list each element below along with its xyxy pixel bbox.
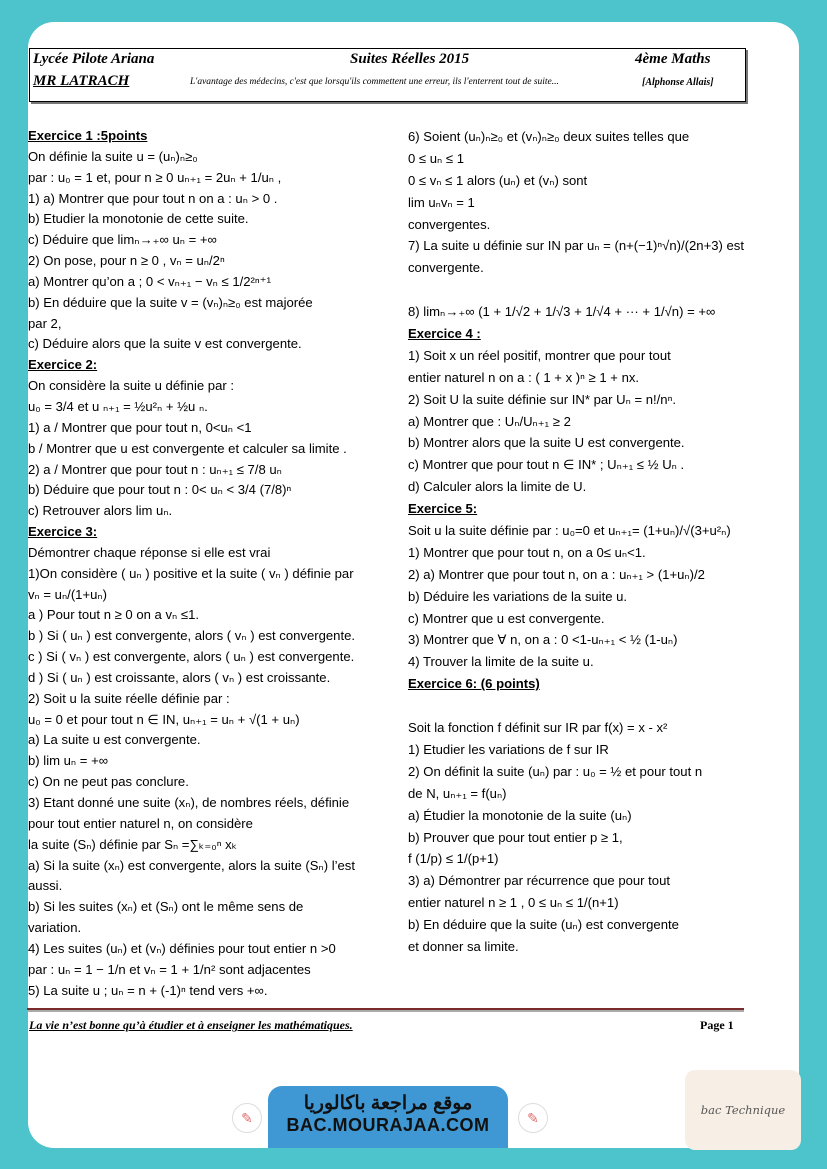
text-line: entier naturel n ≥ 1 , 0 ≤ uₙ ≤ 1/(n+1) bbox=[408, 895, 619, 911]
text-line: 8) limₙ→₊∞ (1 + 1/√2 + 1/√3 + 1/√4 + ··· + 1/√n) = +∞ bbox=[408, 304, 716, 320]
bac-technique-logo: bac Technique bbox=[685, 1070, 801, 1150]
text-line: 5) La suite u ; uₙ = n + (-1)ⁿ tend vers +∞. bbox=[28, 982, 268, 998]
text-line: 1)On considère ( uₙ ) positive et la suite ( vₙ ) définie par bbox=[28, 565, 354, 581]
text-line: b / Montrer que u est convergente et calculer sa limite . bbox=[28, 440, 347, 456]
text-line bbox=[408, 279, 748, 301]
text-line: 2) a) Montrer que pour tout n, on a : uₙ₊₁ > (1+uₙ)/2 bbox=[408, 566, 705, 582]
text-line: 4) Les suites (uₙ) et (vₙ) définies pour tout entier n >0 bbox=[28, 940, 336, 956]
text-line: b) Etudier la monotonie de cette suite. bbox=[28, 211, 249, 227]
teacher-name: MR LATRACH bbox=[33, 73, 130, 89]
text-line bbox=[408, 695, 748, 717]
text-line: b) Prouver que pour tout entier p ≥ 1, bbox=[408, 829, 623, 845]
school-name: Lycée Pilote Ariana bbox=[33, 51, 155, 67]
text-line: 1) Etudier les variations de f sur IR bbox=[408, 741, 609, 757]
header-quote: L'avantage des médecins, c'est que lorsqu'ils commettent une erreur, ils l'enterrent tout de suite... bbox=[190, 77, 559, 87]
exercise-heading: Exercice 6: (6 points) bbox=[408, 676, 540, 692]
text-line: a) Montrer qu’on a ; 0 < vₙ₊₁ − vₙ ≤ 1/2²ⁿ⁺¹ bbox=[28, 273, 271, 289]
text-line: 0 ≤ uₙ ≤ 1 bbox=[408, 150, 464, 166]
badge-arabic-text: موقع مراجعة باكالوريا bbox=[303, 1093, 473, 1114]
text-line: c) Montrer que pour tout n ∈ IN* ; Uₙ₊₁ ≤ ½ Uₙ . bbox=[408, 457, 685, 473]
text-line: 2) Soit U la suite définie sur IN* par Uₙ = n!/nⁿ. bbox=[408, 391, 676, 407]
text-line: d ) Si ( uₙ ) est croissante, alors ( vₙ ) est croissante. bbox=[28, 669, 331, 685]
text-line: f (1/p) ≤ 1/(p+1) bbox=[408, 851, 499, 867]
text-line: vₙ = uₙ/(1+uₙ) bbox=[28, 586, 107, 602]
text-line: 3) a) Démontrer par récurrence que pour tout bbox=[408, 873, 671, 889]
text-line: 6) Soient (uₙ)ₙ≥₀ et (vₙ)ₙ≥₀ deux suites telles que bbox=[408, 129, 690, 144]
text-line: 0 ≤ vₙ ≤ 1 alors (uₙ) et (vₙ) sont bbox=[408, 172, 588, 188]
header-box bbox=[29, 48, 746, 102]
text-line: entier naturel n on a : ( 1 + x )ⁿ ≥ 1 + nx. bbox=[408, 369, 640, 385]
text-line: 2) On pose, pour n ≥ 0 , vₙ = uₙ/2ⁿ bbox=[28, 253, 225, 269]
text-line: de N, uₙ₊₁ = f(uₙ) bbox=[408, 785, 507, 801]
exercise-heading: Exercice 2: bbox=[28, 357, 98, 373]
text-line: Soit u la suite définie par : u₀=0 et uₙ₊₁= (1+uₙ)/√(3+u²ₙ) bbox=[408, 523, 731, 539]
site-logo-icon: ✎ bbox=[232, 1103, 262, 1133]
left-column bbox=[28, 126, 398, 1001]
site-logo-icon: ✎ bbox=[518, 1103, 548, 1133]
text-line: c ) Si ( vₙ ) est convergente, alors ( uₙ ) est convergente. bbox=[28, 649, 355, 665]
text-line: c) Déduire alors que la suite v est convergente. bbox=[28, 336, 302, 352]
text-line: 1) a) Montrer que pour tout n on a : uₙ > 0 . bbox=[28, 190, 278, 206]
text-line: c) Déduire que limₙ→₊∞ uₙ = +∞ bbox=[28, 232, 217, 248]
text-line: b) En déduire que la suite v = (vₙ)ₙ≥₀ est majorée bbox=[28, 294, 313, 310]
text-line: pour tout entier naturel n, on considère bbox=[28, 815, 253, 831]
text-line: variation. bbox=[28, 920, 82, 936]
text-line: convergentes. bbox=[408, 216, 491, 232]
text-line: 3) Etant donné une suite (xₙ), de nombres réels, définie bbox=[28, 795, 350, 810]
right-column bbox=[408, 126, 748, 958]
text-line: a) La suite u est convergente. bbox=[28, 732, 201, 748]
quote-author: [Alphonse Allais] bbox=[642, 77, 714, 88]
text-line: par : uₙ = 1 − 1/n et vₙ = 1 + 1/n² sont adjacentes bbox=[28, 961, 311, 977]
text-line: convergente. bbox=[408, 260, 484, 276]
text-line: 2) Soit u la suite réelle définie par : bbox=[28, 690, 230, 706]
text-line: par 2, bbox=[28, 315, 62, 331]
class-level: 4ème Maths bbox=[635, 51, 711, 67]
text-line: 3) Montrer que ∀ n, on a : 0 <1-uₙ₊₁ < ½ (1-uₙ) bbox=[408, 632, 678, 648]
footer-motto: La vie n’est bonne qu’à étudier et à enseigner les mathématiques. bbox=[29, 1018, 353, 1032]
text-line: 2) On définit la suite (uₙ) par : u₀ = ½ et pour tout n bbox=[408, 763, 703, 779]
exercise-heading: Exercice 4 : bbox=[408, 326, 481, 342]
text-line: a ) Pour tout n ≥ 0 on a vₙ ≤1. bbox=[28, 607, 199, 623]
text-line: par : u₀ = 1 et, pour n ≥ 0 uₙ₊₁ = 2uₙ + 1/uₙ , bbox=[28, 169, 282, 185]
text-line: On définie la suite u = (uₙ)ₙ≥₀ bbox=[28, 148, 198, 164]
page-number: Page 1 bbox=[700, 1018, 734, 1032]
document-title: Suites Réelles 2015 bbox=[350, 51, 470, 67]
text-line: b) En déduire que la suite (uₙ) est convergente bbox=[408, 917, 679, 933]
text-line: b) Déduire les variations de la suite u. bbox=[408, 588, 628, 604]
text-line: 1) Montrer que pour tout n, on a 0≤ uₙ<1. bbox=[408, 544, 646, 560]
text-line: u₀ = 0 et pour tout n ∈ IN, uₙ₊₁ = uₙ + √(1 + uₙ) bbox=[28, 711, 300, 727]
text-line: b) lim uₙ = +∞ bbox=[28, 753, 109, 769]
exercise-heading: Exercice 1 :5points bbox=[28, 128, 148, 143]
text-line: c) Montrer que u est convergente. bbox=[408, 610, 605, 626]
text-line: b) Si les suites (xₙ) et (Sₙ) ont le même sens de bbox=[28, 899, 304, 915]
text-line: a) Étudier la monotonie de la suite (uₙ) bbox=[408, 807, 632, 823]
text-line: d) Calculer alors la limite de U. bbox=[408, 479, 587, 495]
text-line: Démontrer chaque réponse si elle est vrai bbox=[28, 544, 271, 560]
text-line: Soit la fonction f définit sur IR par f(x) = x - x² bbox=[408, 720, 668, 736]
text-line: On considère la suite u définie par : bbox=[28, 378, 234, 394]
text-line: b ) Si ( uₙ ) est convergente, alors ( vₙ ) est convergente. bbox=[28, 628, 356, 644]
text-line: c) Retrouver alors lim uₙ. bbox=[28, 503, 173, 519]
text-line: 1) a / Montrer que pour tout n, 0<uₙ <1 bbox=[28, 419, 252, 435]
text-line: la suite (Sₙ) définie par Sₙ =∑ₖ₌₀ⁿ xₖ bbox=[28, 836, 238, 852]
text-line: 4) Trouver la limite de la suite u. bbox=[408, 654, 594, 670]
text-line: b) Montrer alors que la suite U est convergente. bbox=[408, 435, 685, 451]
text-line: lim uₙvₙ = 1 bbox=[408, 194, 475, 210]
text-line: b) Déduire que pour tout n : 0< uₙ < 3/4 (7/8)ⁿ bbox=[28, 482, 292, 498]
text-line: a) Si la suite (xₙ) est convergente, alors la suite (Sₙ) l’est bbox=[28, 857, 355, 873]
exercise-heading: Exercice 5: bbox=[408, 501, 478, 517]
text-line: et donner sa limite. bbox=[408, 938, 519, 954]
footer-divider bbox=[27, 1008, 744, 1010]
site-badge[interactable] bbox=[268, 1086, 508, 1148]
badge-url[interactable]: BAC.MOURAJAA.COM bbox=[286, 1115, 490, 1135]
text-line: a) Montrer que : Uₙ/Uₙ₊₁ ≥ 2 bbox=[408, 413, 571, 429]
text-line: 1) Soit x un réel positif, montrer que pour tout bbox=[408, 347, 671, 363]
text-line: aussi. bbox=[28, 878, 63, 894]
exercise-heading: Exercice 3: bbox=[28, 524, 98, 540]
text-line: 2) a / Montrer que pour tout n : uₙ₊₁ ≤ 7/8 uₙ bbox=[28, 461, 282, 477]
text-line: u₀ = 3/4 et u ₙ₊₁ = ½u²ₙ + ½u ₙ. bbox=[28, 398, 208, 414]
text-line: c) On ne peut pas conclure. bbox=[28, 774, 189, 790]
text-line: 7) La suite u définie sur IN par uₙ = (n+(−1)ⁿ√n)/(2n+3) est bbox=[408, 238, 744, 254]
